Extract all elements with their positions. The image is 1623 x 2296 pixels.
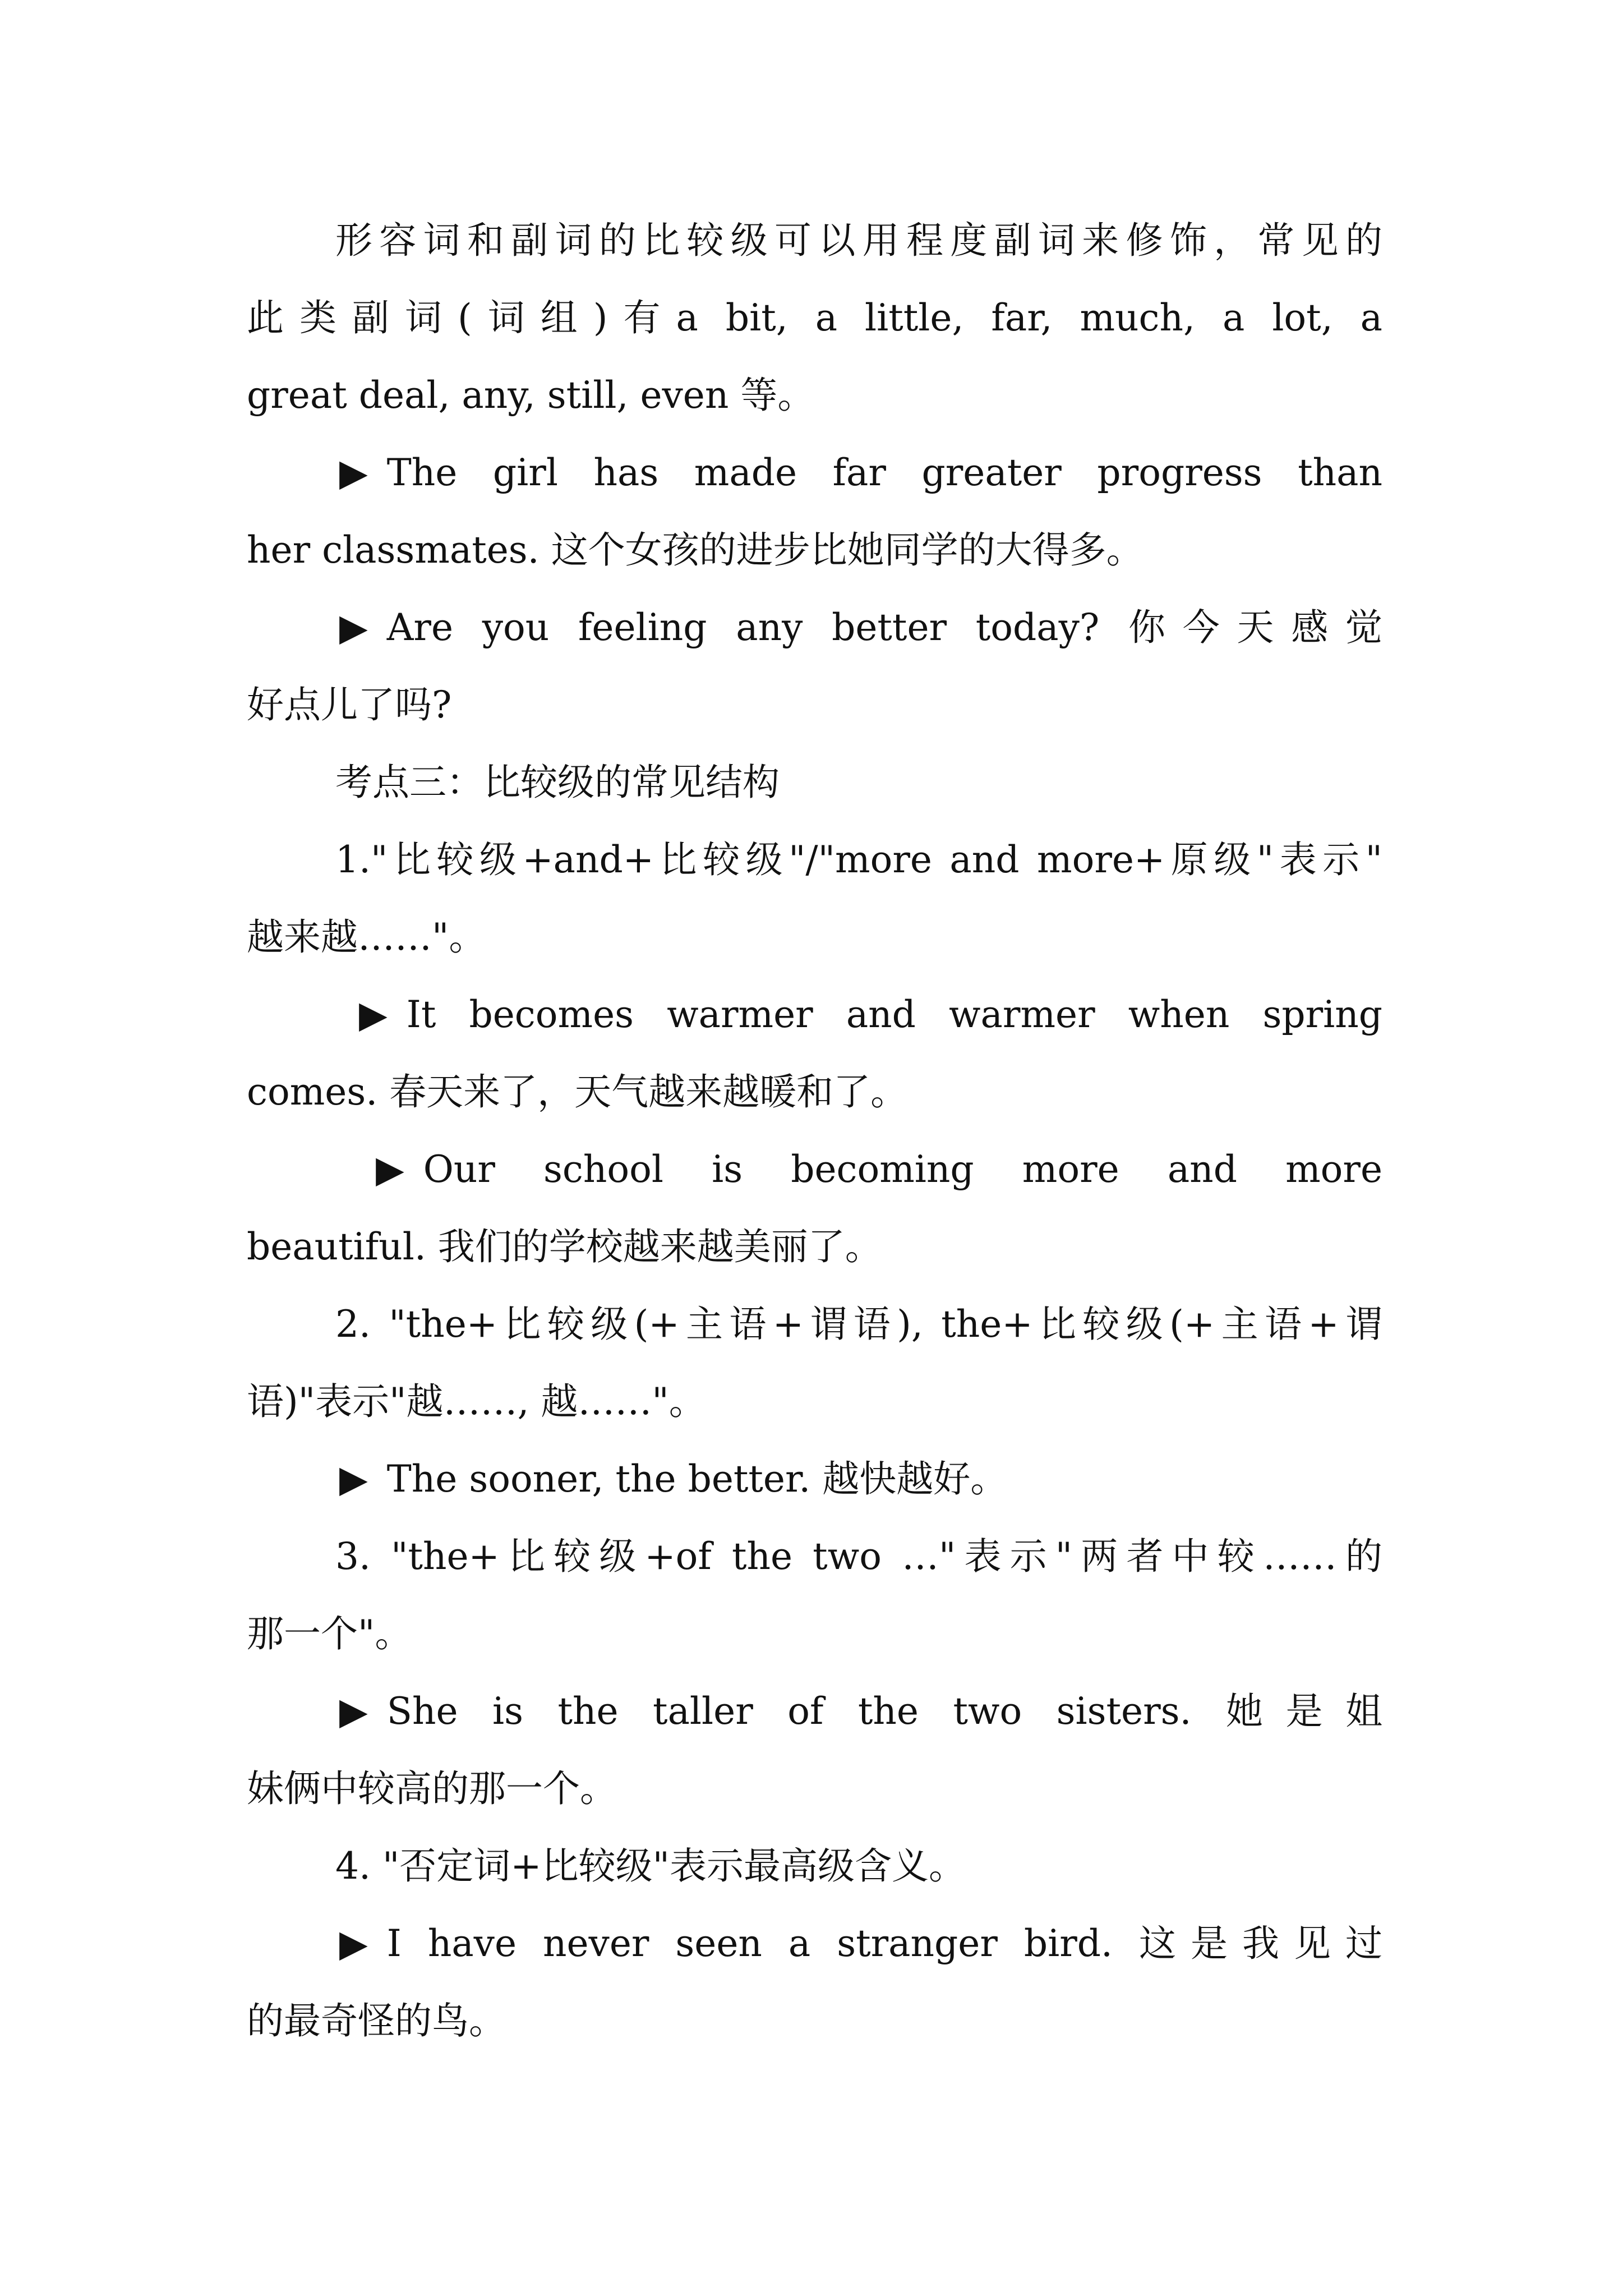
example-line: [247, 1905, 1382, 1982]
triangle-bullet-icon: ▶: [359, 993, 388, 1036]
triangle-bullet-icon: ▶: [339, 1457, 368, 1501]
document-page: [247, 202, 1382, 2060]
paragraph-line: 语)"表示"越……, 越……"。: [247, 1380, 706, 1423]
triangle-bullet-icon: ▶: [339, 1690, 368, 1733]
example-text: Our school is becoming more and more: [423, 1148, 1382, 1191]
paragraph-line: beautiful. 我们的学校越来越美丽了。: [247, 1225, 882, 1268]
triangle-bullet-icon: ▶: [339, 1922, 368, 1965]
paragraph-line: 4. "否定词+比较级"表示最高级含义。: [335, 1844, 966, 1888]
triangle-bullet-icon: ▶: [376, 1148, 404, 1191]
paragraph-line: 此类副词(词组)有a bit, a little, far, much, a lot, a: [247, 296, 1382, 339]
example-text: The girl has made far greater progress than: [386, 451, 1382, 494]
paragraph-line: 越来越……"。: [247, 915, 486, 959]
paragraph-line: 2. "the+比较级(+主语+谓语), the+比较级(+主语+谓: [335, 1303, 1382, 1346]
example-text: I have never seen a stranger bird. 这是我见过: [386, 1922, 1382, 1965]
example-text: Are you feeling any better today? 你今天感觉: [386, 606, 1382, 649]
example-text: It becomes warmer and warmer when spring: [406, 993, 1382, 1036]
paragraph-line: 的最奇怪的鸟。: [247, 1999, 506, 2042]
paragraph-line: 形容词和副词的比较级可以用程度副词来修饰，常见的: [335, 219, 1382, 262]
example-line: [247, 1673, 1382, 1750]
paragraph-line: her classmates. 这个女孩的进步比她同学的大得多。: [247, 528, 1144, 572]
triangle-bullet-icon: ▶: [339, 606, 368, 649]
paragraph-line: great deal, any, still, even 等。: [247, 374, 815, 417]
paragraph-line: comes. 春天来了，天气越来越暖和了。: [247, 1070, 908, 1114]
paragraph-line: 1."比较级+and+比较级"/"more and more+原级"表示": [335, 838, 1382, 881]
example-line: [247, 1441, 1382, 1518]
section-heading: 考点三：比较级的常见结构: [335, 761, 780, 804]
example-text: The sooner, the better. 越快越好。: [386, 1457, 1008, 1501]
example-text: She is the taller of the two sisters. 她是姐: [386, 1690, 1382, 1733]
paragraph-line: 3. "the+比较级+of the two …"表示"两者中较……的: [335, 1535, 1382, 1578]
paragraph-line: 妹俩中较高的那一个。: [247, 1767, 617, 1810]
example-line: [247, 976, 1382, 1053]
example-line: [247, 434, 1382, 512]
paragraph-line: 那一个"。: [247, 1612, 412, 1655]
example-line: [247, 1131, 1382, 1208]
paragraph-line: 好点儿了吗?: [247, 683, 452, 726]
example-line: [247, 589, 1382, 666]
triangle-bullet-icon: ▶: [339, 451, 368, 494]
